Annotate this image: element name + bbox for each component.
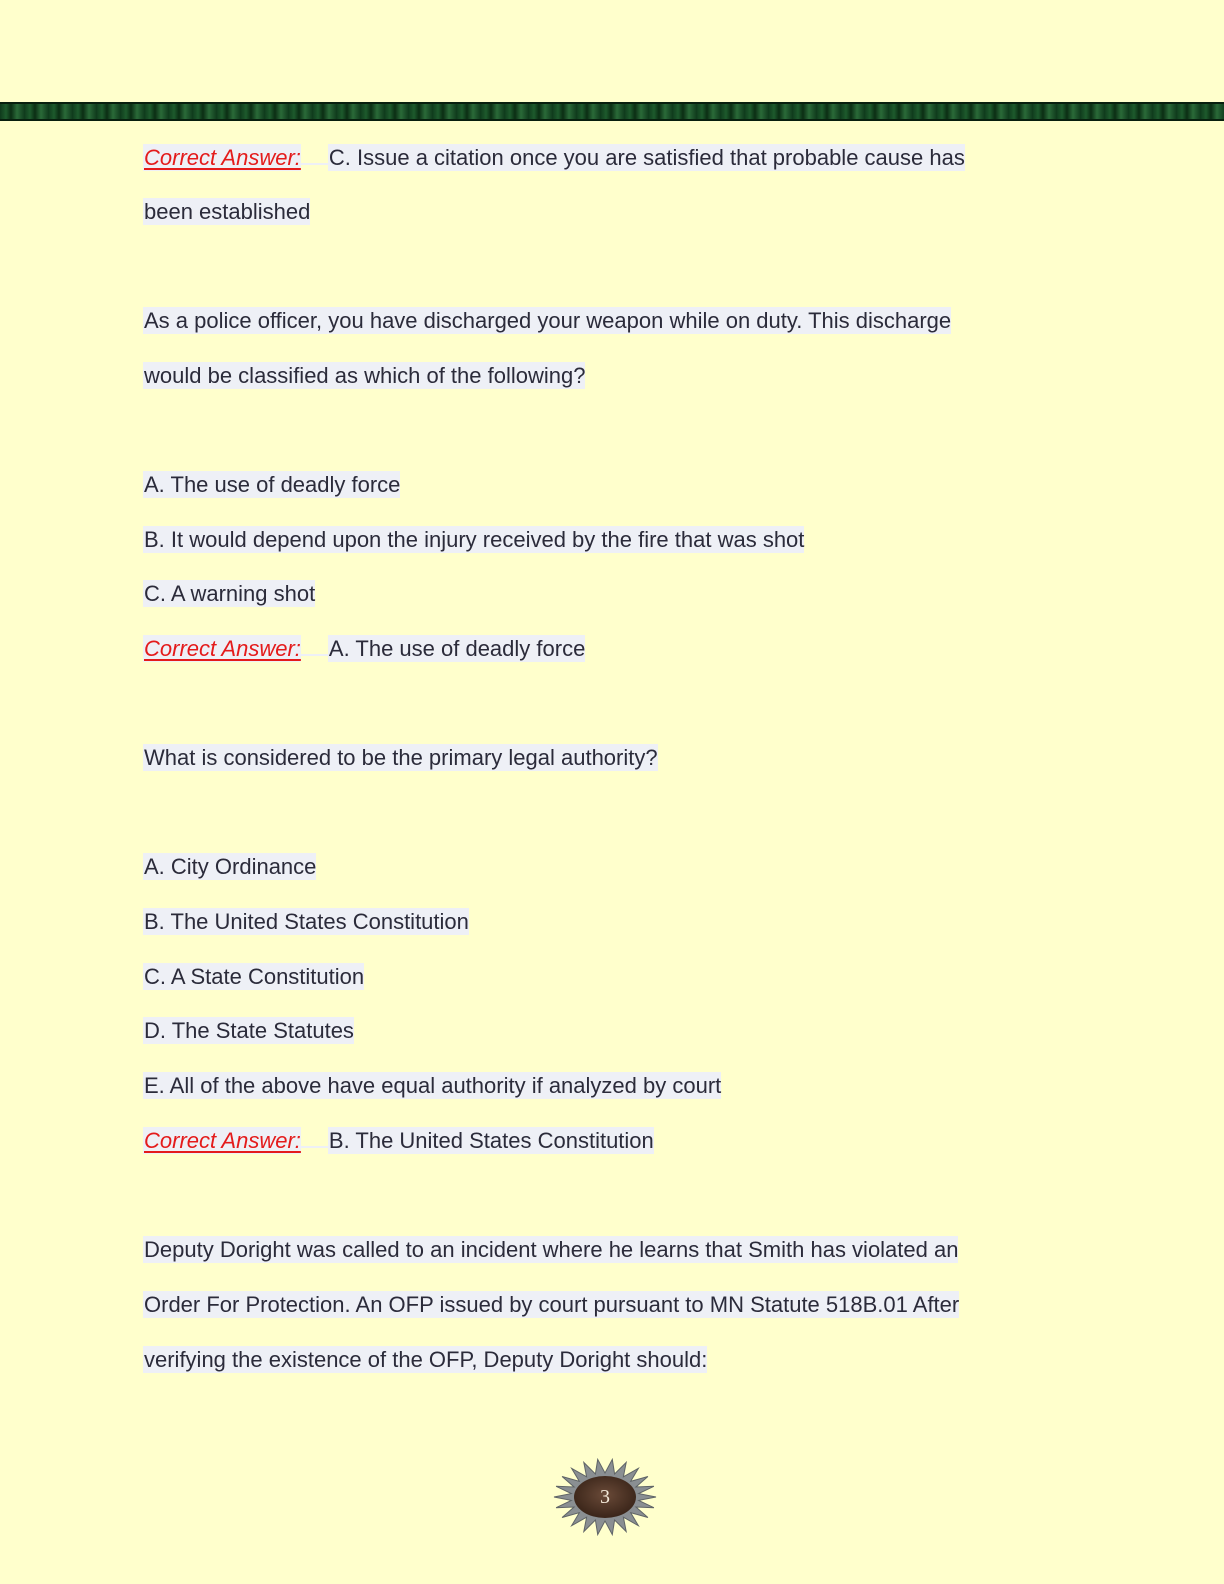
- answer-text: A. The use of deadly force: [328, 636, 586, 661]
- option-text: B. It would depend upon the injury received by the fire that was shot: [144, 527, 805, 552]
- answer-line-2: [143, 634, 585, 664]
- question-text: Deputy Doright was called to an incident where he learns that Smith has violated an: [144, 1237, 959, 1262]
- option-text: A. City Ordinance: [144, 854, 317, 879]
- question-3: [143, 743, 658, 773]
- header-band: [0, 102, 1224, 121]
- question-4-line-1: [143, 1235, 958, 1265]
- option-text: E. All of the above have equal authority if analyzed by court: [144, 1073, 722, 1098]
- answer-line-3: [143, 1126, 654, 1156]
- option-text: C. A warning shot: [144, 581, 316, 606]
- answer-text: B. The United States Constitution: [328, 1128, 654, 1153]
- question-4-line-3: [143, 1345, 707, 1375]
- option-a: [143, 470, 400, 500]
- correct-answer-label: Correct Answer:: [144, 636, 301, 661]
- option-text: B. The United States Constitution: [144, 909, 469, 934]
- option-c: [143, 962, 364, 992]
- option-c: [143, 579, 315, 609]
- answer-line-1: [143, 143, 965, 173]
- page-number-badge: [553, 1458, 657, 1536]
- question-2-line-1: [143, 306, 951, 336]
- option-b: [143, 907, 469, 937]
- correct-answer-label: Correct Answer:: [144, 145, 301, 170]
- option-b: [143, 525, 804, 555]
- answer-text: C. Issue a citation once you are satisfied that probable cause has: [328, 145, 965, 170]
- question-2-line-2: [143, 361, 585, 391]
- option-d: [143, 1016, 354, 1046]
- question-text: verifying the existence of the OFP, Deputy Doright should:: [144, 1347, 708, 1372]
- answer-continuation: [143, 197, 310, 227]
- question-text: Order For Protection. An OFP issued by court pursuant to MN Statute 518B.01 After: [144, 1292, 960, 1317]
- option-e: [143, 1071, 721, 1101]
- option-a: [143, 852, 316, 882]
- question-text: would be classified as which of the following?: [144, 363, 586, 388]
- question-text: As a police officer, you have discharged your weapon while on duty. This discharge: [144, 308, 952, 333]
- option-text: D. The State Statutes: [144, 1018, 354, 1043]
- question-text: What is considered to be the primary legal authority?: [144, 745, 658, 770]
- option-text: A. The use of deadly force: [144, 472, 401, 497]
- option-text: C. A State Constitution: [144, 964, 365, 989]
- correct-answer-label: Correct Answer:: [144, 1128, 301, 1153]
- question-4-line-2: [143, 1290, 959, 1320]
- text-line: been established: [144, 199, 311, 224]
- page-number: 3: [600, 1486, 610, 1508]
